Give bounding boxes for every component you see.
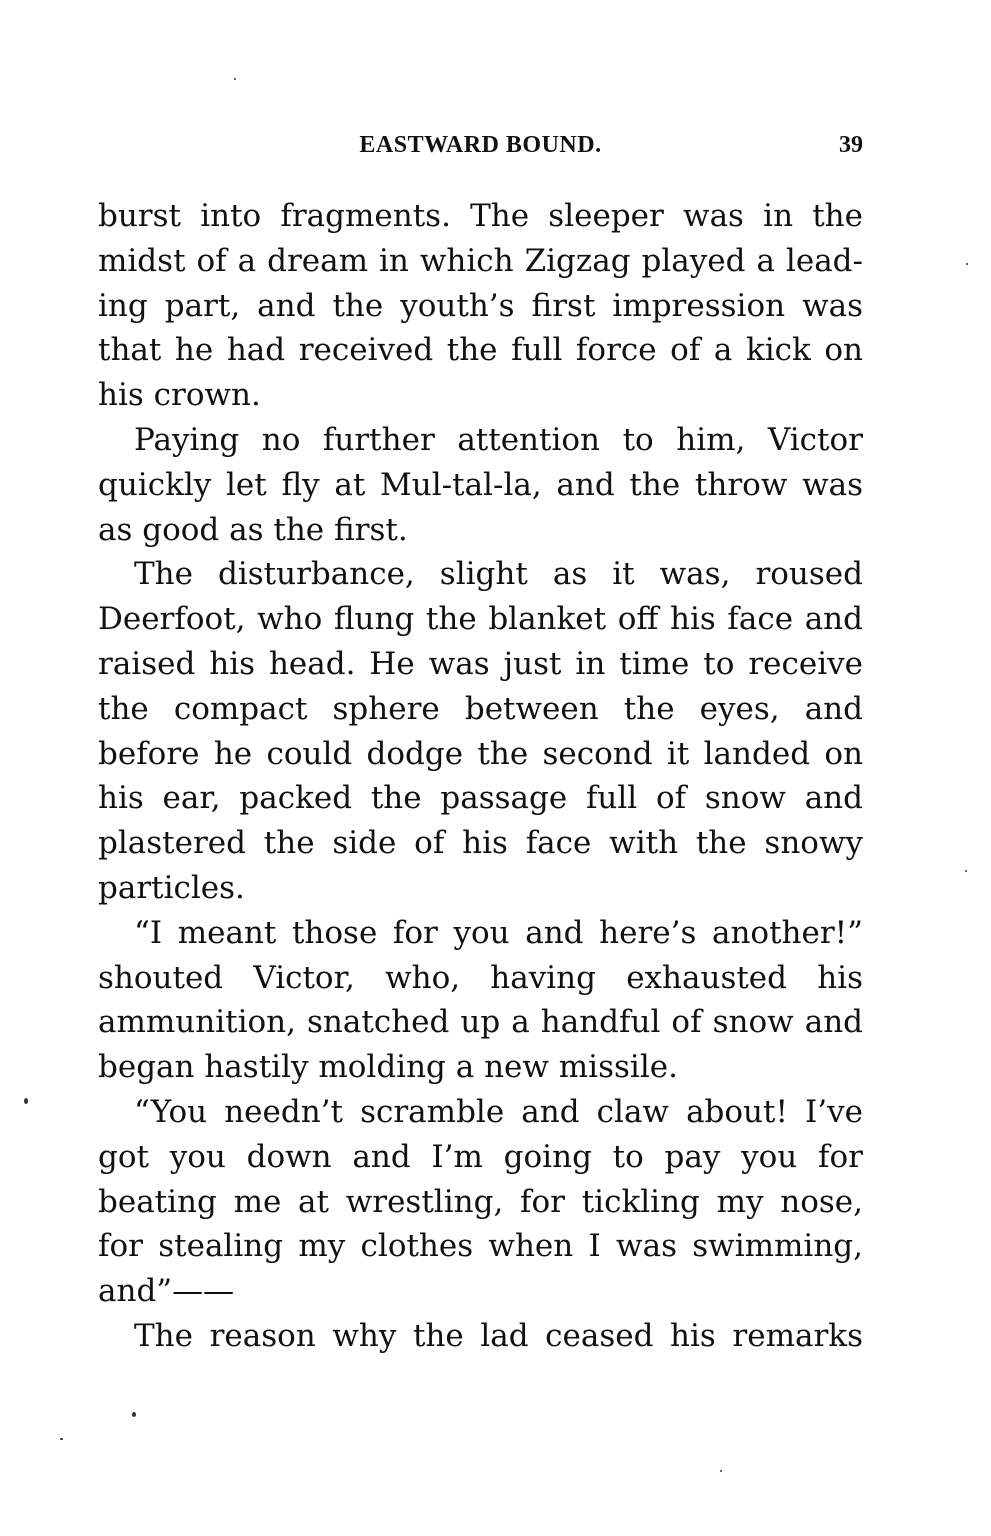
page-number: 39: [839, 132, 863, 158]
text-line: plastered the side of his face with the snowy: [98, 825, 863, 862]
text-line: the compact sphere between the eyes, and: [98, 690, 863, 727]
body-text: [98, 194, 863, 1359]
text-line: “You needn’t scramble and claw about! I’ve: [134, 1093, 863, 1130]
scan-speck: [132, 1412, 136, 1417]
text-line: midst of a dream in which Zigzag played a lead-: [98, 242, 863, 279]
scan-speck: [234, 78, 236, 80]
text-line: The disturbance, slight as it was, roused: [134, 556, 863, 593]
text-line: ammunition, snatched up a handful of snow and: [98, 1004, 863, 1041]
text-line: shouted Victor, who, having exhausted his: [98, 959, 863, 996]
text-line: got you down and I’m going to pay you for: [98, 1138, 863, 1175]
text-line: particles.: [98, 869, 245, 906]
text-line: “I meant those for you and here’s another!”: [134, 914, 863, 951]
text-line: that he had received the full force of a kick on: [98, 332, 863, 369]
scan-speck: [24, 1098, 28, 1104]
text-line: Deerfoot, who flung the blanket off his face and: [98, 601, 863, 638]
text-line: raised his head. He was just in time to receive: [98, 645, 863, 682]
text-line: before he could dodge the second it landed on: [98, 735, 863, 772]
text-line: and”——: [98, 1273, 235, 1310]
scan-speck: [965, 870, 967, 872]
text-line: quickly let fly at Mul-tal-la, and the throw was: [98, 466, 863, 503]
text-line: his ear, packed the passage full of snow and: [98, 780, 863, 817]
scan-speck: [966, 263, 968, 265]
text-line: his crown.: [98, 377, 261, 414]
text-line: Paying no further attention to him, Victor: [134, 421, 863, 458]
text-line: beating me at wrestling, for tickling my nose,: [98, 1183, 863, 1220]
text-line: The reason why the lad ceased his remarks: [134, 1317, 863, 1354]
text-line: began hastily molding a new missile.: [98, 1049, 678, 1086]
running-head: [98, 132, 863, 162]
text-line: burst into fragments. The sleeper was in the: [98, 198, 863, 234]
text-line: for stealing my clothes when I was swimming,: [98, 1228, 863, 1265]
chapter-title: EASTWARD BOUND.: [359, 132, 602, 158]
scan-speck: [720, 1470, 722, 1472]
text-line: as good as the first.: [98, 511, 408, 548]
scan-speck: [60, 1438, 63, 1440]
text-line: ing part, and the youth’s first impression was: [98, 287, 863, 324]
